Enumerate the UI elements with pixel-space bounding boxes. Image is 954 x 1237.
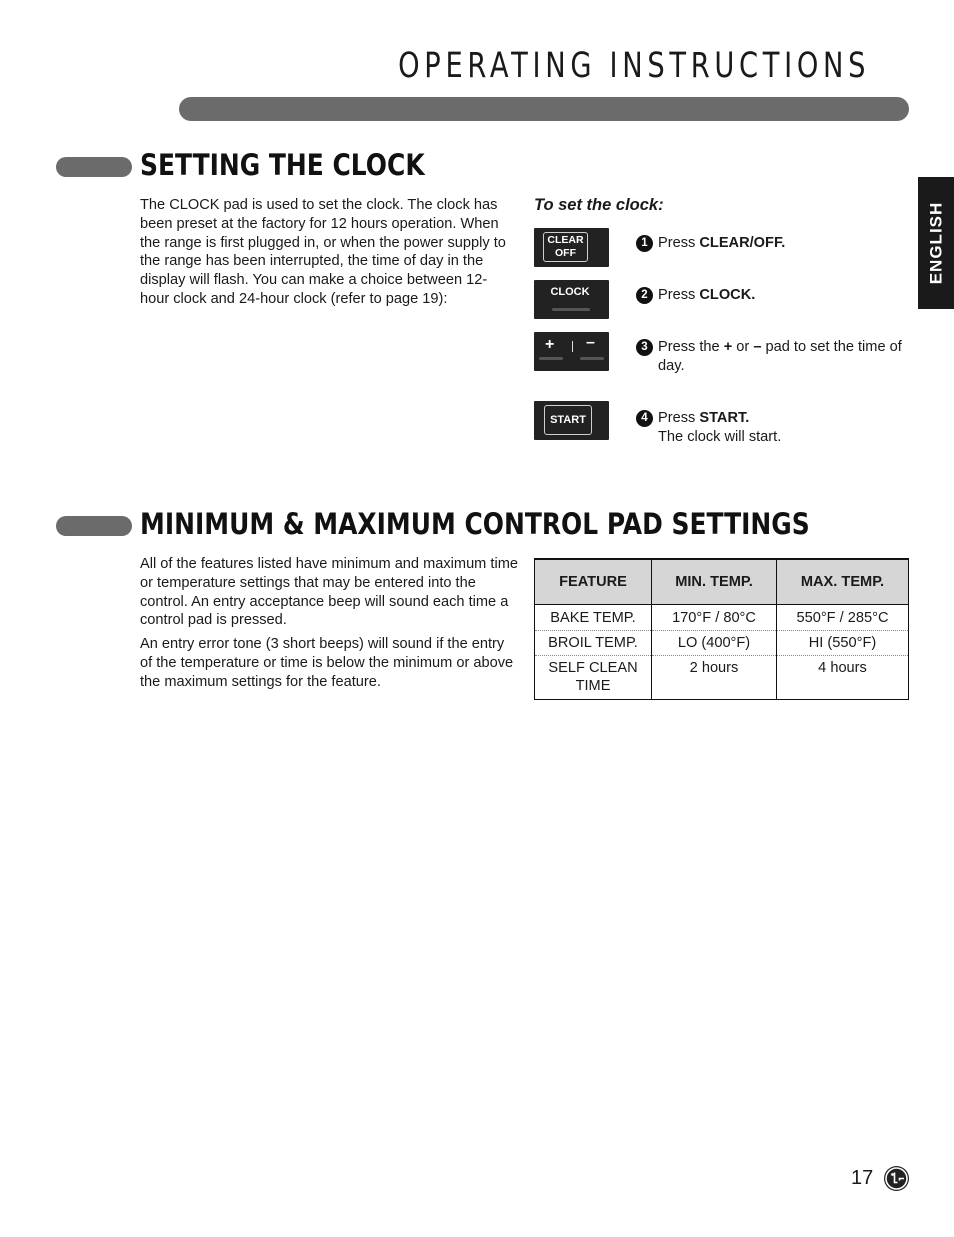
start-pad-label: START	[544, 405, 592, 435]
section-marker	[56, 516, 132, 536]
language-tab-label: ENGLISH	[926, 201, 945, 285]
table-cell: 550°F / 285°C	[777, 605, 909, 631]
minus-indicator	[580, 357, 604, 360]
step-2	[636, 286, 911, 305]
lg-logo-glyph	[884, 1166, 909, 1191]
table-header-row	[535, 559, 909, 605]
step-1-text: Press CLEAR/OFF.	[658, 235, 786, 251]
table-cell: SELF CLEAN TIME	[535, 656, 652, 700]
clock-pad-indicator	[552, 308, 590, 311]
table-cell: LO (400°F)	[652, 631, 777, 656]
step-2-text: Press CLOCK.	[658, 287, 756, 303]
plus-symbol: +	[545, 336, 555, 353]
table-header-max: MAX. TEMP.	[777, 559, 909, 605]
table-row	[535, 605, 909, 631]
minmax-paragraph-2: An entry error tone (3 short beeps) will sound if the entry of the temperature or time is below the minimum or above the maximum settings for the feature.	[140, 636, 514, 690]
clock-description-text: The CLOCK pad is used to set the clock. The clock has been preset at the factory for 12 hours operation. When the range is first plugged in, or when the power supply to the range has been interrupted, the time of day in the display will flash. You can make a choice between 12-hour clock and 24-hour clock (refer to page 19):	[140, 197, 506, 307]
table-cell: 170°F / 80°C	[652, 605, 777, 631]
clear-off-pad	[534, 228, 609, 267]
table-cell: 2 hours	[652, 656, 777, 700]
pad-divider	[572, 341, 573, 352]
step-3-text: Press the + or – pad to set the time of day.	[658, 339, 902, 374]
minmax-paragraph-1: All of the features listed have minimum and maximum time or temperature settings that may be entered into the control. An entry acceptance beep will sound each time a control pad is pressed.	[140, 556, 518, 629]
step-3	[636, 338, 911, 376]
step-number-3: 3	[636, 339, 653, 356]
step-1	[636, 234, 911, 253]
table-cell: BROIL TEMP.	[535, 631, 652, 656]
step-number-2: 2	[636, 287, 653, 304]
page-number: 17	[851, 1167, 874, 1189]
table-cell: BAKE TEMP.	[535, 605, 652, 631]
section-title-clock: SETTING THE CLOCK	[140, 148, 425, 182]
table-row	[535, 631, 909, 656]
table-row	[535, 656, 909, 700]
settings-table	[534, 558, 909, 700]
section-title-minmax: MINIMUM & MAXIMUM CONTROL PAD SETTINGS	[140, 507, 810, 541]
table-header-min: MIN. TEMP.	[652, 559, 777, 605]
plus-minus-pad	[534, 332, 609, 371]
table-cell: HI (550°F)	[777, 631, 909, 656]
lg-logo-icon	[884, 1166, 909, 1191]
language-tab	[918, 177, 954, 309]
step-4-text: Press START. The clock will start.	[658, 410, 782, 445]
clear-label: CLEAR	[547, 234, 584, 246]
step-4	[636, 409, 911, 447]
steps-heading: To set the clock:	[534, 196, 664, 214]
plus-indicator	[539, 357, 563, 360]
clear-off-pad-label	[543, 232, 588, 262]
table-cell: 4 hours	[777, 656, 909, 700]
clock-description	[140, 196, 515, 314]
page-header-title: OPERATING INSTRUCTIONS	[397, 46, 870, 86]
off-label: OFF	[554, 247, 576, 259]
clock-pad	[534, 280, 609, 319]
section-marker	[56, 157, 132, 177]
step-number-4: 4	[636, 410, 653, 427]
header-bar	[179, 97, 909, 121]
table-header-feature: FEATURE	[535, 559, 652, 605]
step-number-1: 1	[636, 235, 653, 252]
start-pad	[534, 401, 609, 440]
minmax-description	[140, 555, 520, 697]
clock-pad-label: CLOCK	[550, 286, 590, 298]
minus-symbol: –	[586, 334, 595, 351]
